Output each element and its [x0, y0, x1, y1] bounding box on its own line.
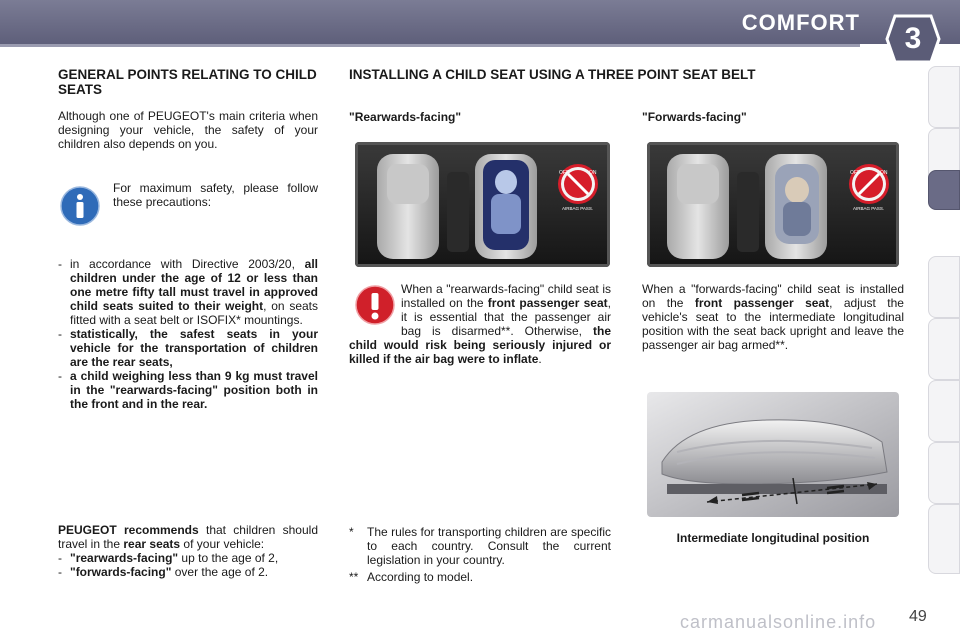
chapter-tab[interactable]: [928, 442, 960, 504]
forwards-title: "Forwards-facing": [642, 110, 747, 124]
left-heading: GENERAL POINTS RELATING TO CHILD SEATS: [58, 67, 317, 97]
chapter-tabs: [928, 66, 960, 576]
chapter-tab[interactable]: [928, 318, 960, 380]
chapter-tab[interactable]: [928, 504, 960, 574]
rearwards-title: "Rearwards-facing": [349, 110, 462, 124]
airbag-name-label: AIRBAG PASS.: [562, 206, 594, 211]
precautions-list: [58, 257, 318, 411]
airbag-name-label: AIRBAG PASS.: [853, 206, 885, 211]
list-item: - "rearwards-facing" up to the age of 2,: [58, 551, 318, 565]
chapter-number: 3: [904, 22, 922, 55]
main-heading: INSTALLING A CHILD SEAT USING A THREE POINT SEAT BELT: [349, 67, 756, 82]
airbag-on-label: ON: [880, 170, 888, 176]
info-text: For maximum safety, please follow these precautions:: [113, 181, 318, 209]
list-item: - in accordance with Directive 2003/20, all children under the age of 12 or less than one metre fifty tall must travel in approved child seats suited to their weight, on seats fitted with a seat belt or ISOFIX* mountings.: [58, 257, 318, 327]
airbag-on-label: ON: [589, 170, 597, 176]
rearwards-warning: When a "rearwards-facing" child seat is installed on the front passenger seat, it is essential that the passenger air bag is disarmed**. Otherwise, the child would risk being seriously injured or killed if the air bag were to inflate.: [349, 282, 611, 366]
info-icon: [60, 186, 100, 226]
forwards-instructions: When a "forwards-facing" child seat is installed on the front passenger seat, adjust the vehicle's seat to the intermediate longitudinal position with the seat back upright and leave the passenger air bag armed**.: [642, 282, 904, 352]
footnotes: [349, 525, 611, 584]
chapter-tab-active[interactable]: [928, 170, 960, 210]
intro-text: Although one of PEUGEOT's main criteria when designing your vehicle, the safety of your children also depends on you.: [58, 109, 318, 151]
header-rule: [0, 44, 860, 47]
recommendation: PEUGEOT recommends that children should travel in the rear seats of your vehicle: - "rearwards-facing" up to the age of 2, - "forwards-facing" over the age of 2.: [58, 523, 318, 579]
rearwards-facing-photo: [355, 142, 610, 267]
seat-caption: Intermediate longitudinal position: [676, 531, 870, 545]
list-item: - "forwards-facing" over the age of 2.: [58, 565, 318, 579]
list-item: - statistically, the safest seats in your vehicle for the transportation of children are the rear seats,: [58, 327, 318, 369]
forwards-facing-photo: [647, 142, 899, 267]
page-number: 49: [909, 608, 927, 625]
seat-position-photo: [647, 392, 899, 517]
airbag-off-label: OFF: [559, 170, 569, 176]
watermark: carmanualsonline.info: [680, 612, 877, 632]
footnote-1: * The rules for transporting children are specific to each country. Consult the current legislation in your country.: [349, 525, 611, 567]
chapter-title: COMFORT: [741, 10, 860, 35]
chapter-tab[interactable]: [928, 380, 960, 442]
chapter-tab[interactable]: [928, 256, 960, 318]
list-item: - a child weighing less than 9 kg must travel in the "rearwards-facing" position both in the front and in the rear.: [58, 369, 318, 411]
footnote-2: ** According to model.: [349, 570, 474, 584]
chapter-tab[interactable]: [928, 66, 960, 128]
airbag-off-label: OFF: [850, 170, 860, 176]
